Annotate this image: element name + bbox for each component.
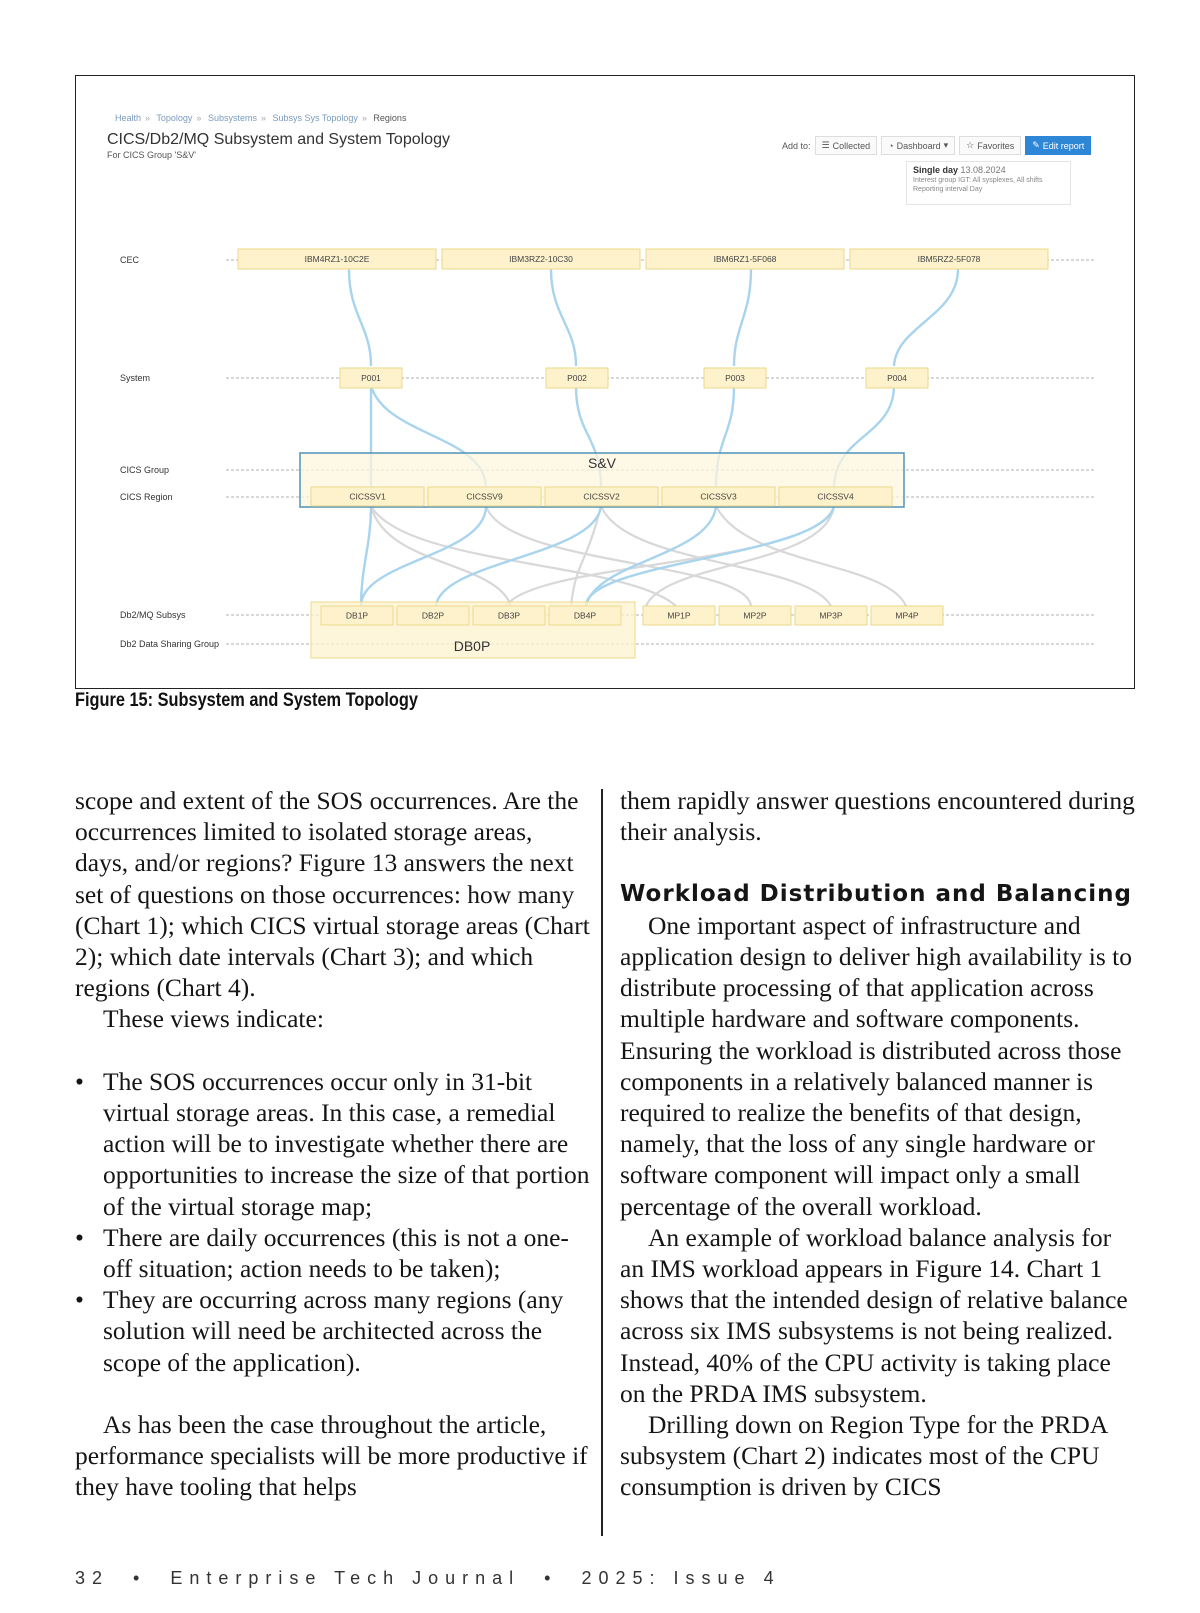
caret-down-icon: ▾ (943, 140, 949, 150)
right-paragraph-1: them rapidly answer questions encountered during their analysis. (620, 786, 1135, 847)
topology-screenshot (106, 106, 1106, 666)
column-divider (601, 789, 603, 1536)
issue-label: 2025: Issue 4 (581, 1568, 781, 1588)
system-label: P004 (887, 373, 907, 383)
left-paragraph-3: As has been the case throughout the article, performance specialists will be more productive if they have tooling that helps (75, 1410, 588, 1502)
cics-region-label: CICSSV3 (700, 491, 737, 502)
cics-region-label: CICSSV9 (466, 491, 503, 502)
dashboard-button[interactable]: ◔ Dashboard ▾ (881, 136, 955, 155)
right-paragraph-3: An example of workload balance analysis for an IMS workload appears in Figure 14. Chart 1 shows that the intended design of relative balance across six IMS subsystems is not being realized. Instead, 40% of the CPU activity is taking place on the PRDA IMS subsystem. (620, 1222, 1128, 1408)
db2-subsystem-label: DB4P (573, 610, 597, 621)
dsg-label: DB0P (453, 638, 491, 654)
edit-report-button[interactable]: ✎ Edit report (1025, 136, 1091, 155)
breadcrumb-subsys-sys-topology[interactable]: Subsys Sys Topology (272, 113, 358, 123)
single-day-label: Single day (913, 165, 959, 175)
cics-region-label: CICSSV2 (583, 491, 620, 502)
row-label-system: System (120, 373, 151, 383)
figure-frame (75, 75, 1135, 689)
add-to-label: Add to: (782, 140, 811, 151)
bullet-item: • The SOS occurrences occur only in 31-bit virtual storage areas. In this case, a remedial action will be to investigate whether there are opportunities to increase the size of that portion of the virtual storage map; (75, 1066, 590, 1222)
mq-subsystem-label: MP2P (743, 610, 767, 621)
row-label-cec: CEC (120, 255, 140, 265)
row-label-cics-region: CICS Region (120, 492, 173, 502)
row-label-db2mq-subsys: Db2/MQ Subsys (120, 610, 186, 620)
db2-subsystem-label: DB3P (497, 610, 521, 621)
star-icon: ☆ (966, 140, 975, 150)
reporting-interval-text: Reporting interval Day (913, 186, 983, 193)
cec-label: IBM5RZ2-5F078 (917, 254, 981, 264)
db2-subsystem-label: DB1P (345, 610, 369, 621)
publication-name: Enterprise Tech Journal (170, 1568, 521, 1588)
mq-subsystem-label: MP3P (819, 610, 843, 621)
cics-group-label: S&V (587, 455, 617, 471)
figure-caption: Figure 15: Subsystem and System Topology (75, 690, 418, 711)
row-label-dsg: Db2 Data Sharing Group (120, 639, 220, 649)
bullet-item: • There are daily occurrences (this is not a one-off situation; action needs to be taken); (75, 1222, 590, 1284)
breadcrumb-subsystems[interactable]: Subsystems (207, 113, 257, 123)
cec-label: IBM3RZ2-10C30 (509, 254, 573, 264)
topology-title: CICS/Db2/MQ Subsystem and System Topology (107, 131, 450, 148)
page-number: 32 (75, 1568, 110, 1588)
left-paragraph-2: These views indicate: (103, 1004, 324, 1034)
topology-diagram (106, 106, 1106, 666)
article-left-column (75, 785, 590, 1503)
collected-button[interactable]: ☰ Collected (815, 136, 878, 155)
left-paragraph-1: scope and extent of the SOS occurrences. Are the occurrences limited to isolated storage areas, days, and/or regions? Figure 13 answers the next set of questions on those occurrences: how many (Chart 1); which CICS virtual storage areas (Chart 2); which date intervals (Chart 3); and which regions (Chart 4). (75, 786, 590, 1003)
db2-subsystem-label: DB2P (421, 610, 445, 621)
system-label: P001 (361, 373, 381, 383)
topology-subtitle: For CICS Group 'S&V' (107, 150, 196, 160)
cics-region-label: CICSSV1 (349, 491, 386, 502)
list-icon: ☰ (821, 140, 830, 150)
breadcrumb: Health » Topology » Subsystems » Subsys Sys Topology » Regions (115, 113, 407, 123)
cec-label: IBM6RZ1-5F068 (713, 254, 777, 264)
breadcrumb-regions: Regions (373, 113, 407, 123)
cics-region-label: CICSSV4 (817, 491, 854, 502)
edit-icon: ✎ (1032, 140, 1040, 150)
page-footer: 32 • Enterprise Tech Journal • 2025: Issue 4 (75, 1568, 781, 1588)
article-right-column (620, 785, 1140, 1503)
system-label: P002 (567, 373, 587, 383)
section-heading: Workload Distribution and Balancing (620, 880, 1133, 907)
interest-group-text: Interest group IGT: All sysplexes, All shifts (913, 177, 1043, 184)
bullet-item: • They are occurring across many regions (any solution will need be architected across the scope of the application). (75, 1284, 590, 1378)
report-date: 13.08.2024 (960, 165, 1006, 175)
bullet-list (75, 1066, 590, 1378)
mq-subsystem-label: MP4P (895, 610, 919, 621)
cec-label: IBM4RZ1-10C2E (304, 254, 370, 264)
dashboard-icon: ◔ (888, 140, 894, 151)
row-label-cics-group: CICS Group (120, 465, 170, 475)
system-label: P003 (725, 373, 745, 383)
mq-subsystem-label: MP1P (667, 610, 691, 621)
breadcrumb-health[interactable]: Health (115, 113, 142, 123)
favorites-button[interactable]: ☆ Favorites (959, 136, 1021, 155)
right-paragraph-2: One important aspect of infrastructure and application design to deliver high availability is to distribute processing of that application across multiple hardware and software components. Ensuring the workload is distributed across those components in a relatively balanced manner is required to realize the benefits of that design, namely, that the loss of any single hardware or software component will impact only a small percentage of the overall workload. (620, 910, 1133, 1221)
breadcrumb-topology[interactable]: Topology (156, 113, 193, 123)
right-paragraph-4: Drilling down on Region Type for the PRDA subsystem (Chart 2) indicates most of the CPU consumption is driven by CICS (620, 1410, 1107, 1502)
